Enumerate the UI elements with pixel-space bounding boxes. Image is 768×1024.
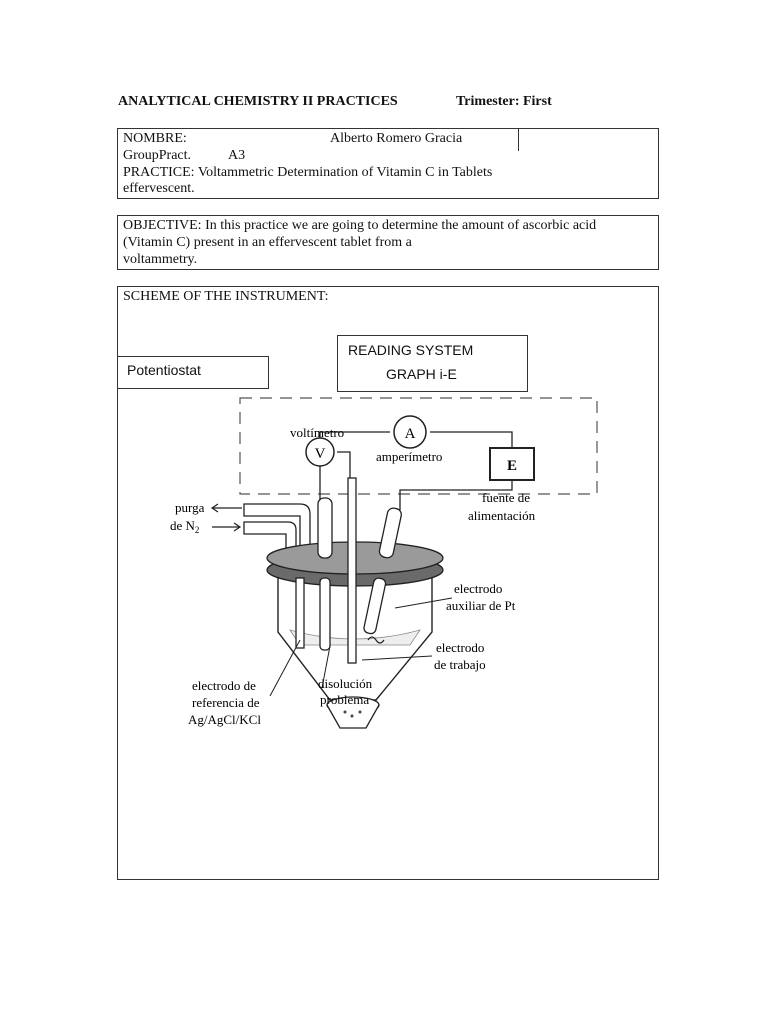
potentiostat-label: Potentiostat xyxy=(127,362,201,378)
document-title: ANALYTICAL CHEMISTRY II PRACTICES xyxy=(118,94,398,109)
power-source-label-1: fuente de xyxy=(482,490,531,505)
purge-n2-label: de $N_2$ xyxy=(170,518,200,535)
practice-label: PRACTICE: xyxy=(123,165,195,180)
solution-label-2: problema xyxy=(320,692,370,707)
name-value: Alberto Romero Gracia xyxy=(330,131,463,146)
ref-electrode-label-3: Ag/AgCl/KCl xyxy=(188,712,261,727)
aux-electrode-label-1: electrodo xyxy=(454,581,503,596)
objective-text-2: (Vitamin C) present in an effervescent tablet from a xyxy=(123,235,412,250)
reading-system-label: READING SYSTEM xyxy=(348,342,474,358)
purge-arrows xyxy=(212,504,242,531)
ammeter-label: amperímetro xyxy=(376,449,443,464)
group-label: GroupPract. xyxy=(123,148,192,163)
purge-tubes xyxy=(244,504,310,552)
scheme-title: SCHEME OF THE INSTRUMENT: xyxy=(123,289,329,304)
purge-label: purga xyxy=(175,500,205,515)
work-electrode-label-1: electrodo xyxy=(436,640,485,655)
voltmeter-label: voltímetro xyxy=(290,425,345,440)
ref-electrode-label-1: electrodo de xyxy=(192,678,256,693)
objective-text-1: In this practice we are going to determine the amount of ascorbic acid xyxy=(205,218,597,233)
solution-label-1: disolución xyxy=(318,676,373,691)
objective-label: OBJECTIVE: xyxy=(123,218,202,233)
trimester-label: Trimester: First xyxy=(456,94,552,109)
group-value: A3 xyxy=(228,148,246,163)
practice-text-continued: effervescent. xyxy=(123,181,195,196)
ammeter-a: A xyxy=(404,426,416,442)
objective-text-3: voltammetry. xyxy=(123,252,198,267)
practice-text: Voltammetric Determination of Vitamin C in Tablets xyxy=(197,165,493,180)
power-source-e: E xyxy=(506,458,518,474)
aux-electrode-label-2: auxiliar de Pt xyxy=(446,598,516,613)
name-label: NOMBRE: xyxy=(123,131,187,146)
power-source-label-2: alimentación xyxy=(468,508,536,523)
ref-electrode-label-2: referencia de xyxy=(192,695,260,710)
work-electrode-label-2: de trabajo xyxy=(434,657,486,672)
graph-label: GRAPH i-E xyxy=(386,366,457,382)
voltmeter-v: V xyxy=(314,446,326,462)
